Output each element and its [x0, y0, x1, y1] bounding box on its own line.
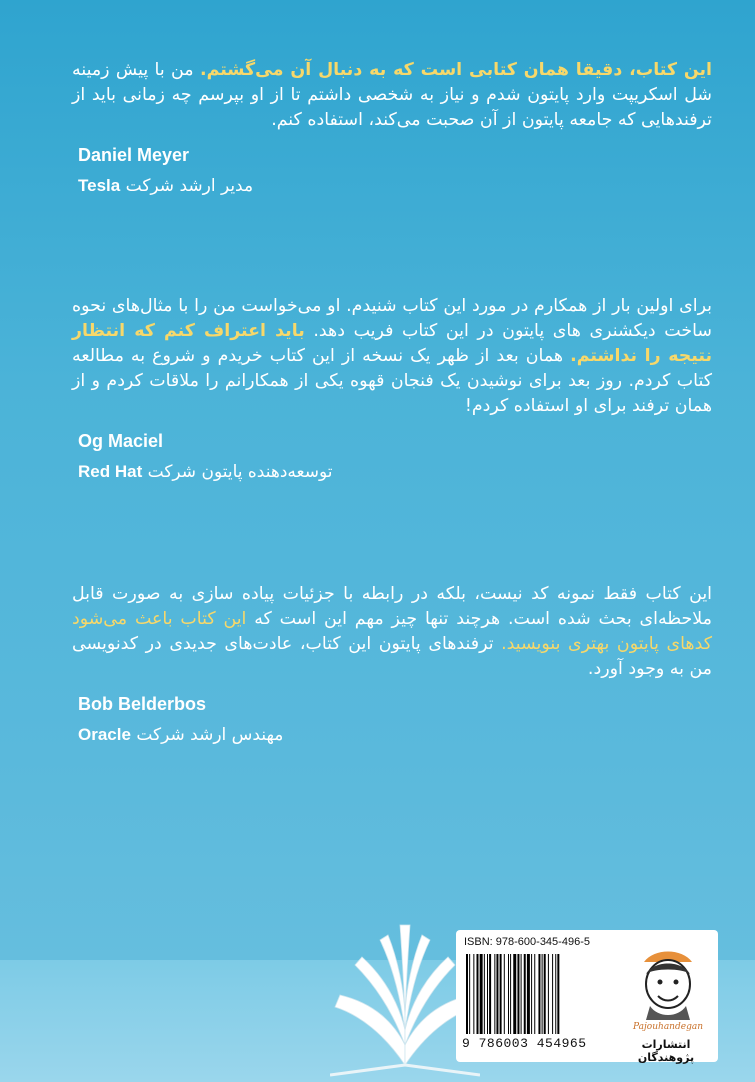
highlighted-text: باید اعتراف کنم که انتظار نتیجه را نداشتم.	[72, 321, 712, 366]
quote-text: برای اولین بار از همکارم در مورد این کتاب شنیدم. او می‌خواست من را با مثال‌های نحوه ساخت دیکشنری های پایتون در این کتاب فریب دهد.	[72, 296, 712, 341]
barcode-bar	[484, 954, 485, 1034]
barcode-bar	[524, 954, 526, 1034]
barcode-bar	[534, 954, 535, 1034]
testimonial-3-role	[78, 725, 712, 745]
quote-text: ترفندهای پایتون این کتاب، عادت‌های جدیدی در کدنویسی من به وجود آورد.	[72, 634, 712, 679]
barcode-bar	[473, 954, 474, 1034]
quote-text: این کتاب فقط نمونه کد نیست، بلکه در رابطه با جزئیات پیاده سازی به صورت قابل ملاحظه‌ای بحث شده است. هرچند تنها چیز مهم این است که	[72, 584, 712, 629]
quote-text: همان بعد از ظهر یک نسخه از این کتاب خریدم و شروع به مطالعه کتاب کردم. روز بعد برای نوشیدن یک فنجان قهوه یکی از همکارانم را ملاقات کردم و از همان ترفند برای او استفاده کردم!	[72, 346, 712, 416]
barcode-bar	[504, 954, 505, 1034]
barcode-bar	[489, 954, 491, 1034]
role-text: مهندس ارشد شرکت	[136, 725, 284, 745]
barcode-bar	[500, 954, 502, 1034]
barcode-bar	[480, 954, 483, 1034]
testimonial-1	[72, 58, 712, 196]
barcode-bar	[487, 954, 488, 1034]
barcode-bar	[544, 954, 546, 1034]
barcode-bar	[466, 954, 468, 1034]
barcode-bar	[548, 954, 549, 1034]
company-name: Tesla	[78, 176, 121, 195]
testimonial-2-role	[78, 462, 712, 482]
role-text: توسعه‌دهنده پایتون شرکت	[147, 462, 333, 482]
highlighted-text: این کتاب، دقیقا همان کتابی است که به دنبال آن می‌گشتم.	[199, 60, 712, 80]
barcode-bar	[552, 954, 553, 1034]
testimonial-2-text	[72, 294, 712, 419]
role-text: مدیر ارشد شرکت	[125, 176, 254, 196]
barcode-bar	[508, 954, 509, 1034]
publisher-name: انتشارات پژوهندگان	[637, 1038, 695, 1064]
barcode-bar	[496, 954, 498, 1034]
testimonial-2-author: Og Maciel	[78, 431, 164, 451]
testimonial-1-author: Daniel Meyer	[78, 145, 190, 165]
publisher-logo-script: Pajouhandegan	[633, 1022, 703, 1032]
barcode-bar	[527, 954, 530, 1034]
testimonial-1-text	[72, 58, 712, 133]
barcode-bars	[464, 954, 614, 1034]
barcode-label	[456, 930, 718, 1062]
company-name: Oracle	[78, 725, 131, 744]
testimonial-3-author: Bob Belderbos	[78, 694, 207, 714]
barcode-bar	[517, 954, 519, 1034]
barcode-bar	[513, 954, 516, 1034]
company-name: Red Hat	[78, 462, 143, 481]
barcode-bar	[477, 954, 479, 1034]
isbn-text: ISBN: 978-600-345-496-5	[464, 936, 590, 948]
barcode-bar	[510, 954, 511, 1034]
barcode-digits: 9 786003 454965	[462, 1036, 587, 1051]
testimonial-2	[72, 294, 712, 482]
publisher-logo-icon	[624, 940, 712, 1032]
barcode-bar	[555, 954, 556, 1034]
barcode-bar	[531, 954, 532, 1034]
barcode-bar	[542, 954, 543, 1034]
barcode-bar	[469, 954, 470, 1034]
highlighted-text: این کتاب باعث می‌شود کدهای پایتون بهتری بنویسید.	[72, 609, 712, 654]
quote-text: من با پیش زمینه شل اسکریپت وارد پایتون شدم و نیاز به شخصی داشتم تا از او بپرسم چه زمانی باید از ترفندهایی که جامعه پایتون از آن صحبت می‌کند، استفاده کنم.	[72, 60, 712, 130]
testimonial-3-text	[72, 582, 712, 682]
barcode-bar	[557, 954, 559, 1034]
barcode-bar	[494, 954, 495, 1034]
testimonial-3	[72, 582, 712, 745]
barcode-bar	[521, 954, 522, 1034]
barcode-bar	[538, 954, 540, 1034]
testimonial-1-role	[78, 176, 712, 196]
